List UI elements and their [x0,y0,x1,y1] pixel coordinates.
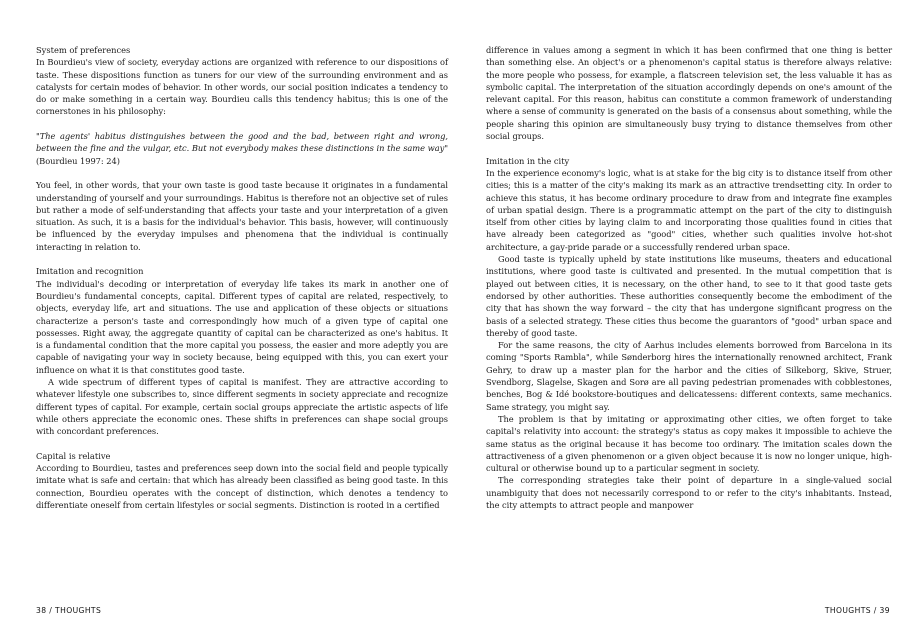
paragraph: In Bourdieu's view of society, everyday actions are organized with reference to our dispositions of taste. These dispositions function as tuners for our view of the surrounding environment and as catalysts for certain modes of behavior. In other words, our social position indicates a tendency to do or make something in a certain way. Bourdieu calls this tendency habitus; this is one of the cornerstones in his philosophy: [36,57,448,117]
paragraph: For the same reasons, the city of Aarhus includes elements borrowed from Barcelona in its coming "Sports Rambla", while Sønderborg hires the internationally renowned architect, Frank Gehry, to draw up a master plan for the harbor and the cities of Silkeborg, Skive, Struer, Svendborg, Slagelse, Skagen and Sorø are all paving pedestrian promenades with cobblestones, benches, Bog & Idé bookstore-boutiques and delicatessens: different contexts, same mechanics. Same strategy, you might say. [486,340,892,412]
paragraph: In the experience economy's logic, what is at stake for the big city is to distance itself from other cities; this is a matter of the city's making its mark as an attractive trendsetting city. In order to achieve this status, it has become ordinary procedure to draw from and integrate fine examples of urban spatial design. There is a programmatic attempt on the part of the city to distinguish itself from other cities by laying claim to and incorporating those qualities found in cities that have already been categorized as "good" cities, whether such qualities involve hot-shot architecture, a gay-pride parade or a successfully rendered urban space. [486,167,892,252]
heading-capital-is-relative: Capital is relative [36,450,111,461]
left-page [36,44,448,511]
quote-citation: (Bourdieu 1997: 24) [36,155,120,166]
block-quote [36,130,448,167]
heading-imitation-in-the-city: Imitation in the city [486,155,570,166]
paragraph: You feel, in other words, that your own taste is good taste because it originates in a fundamental understanding of yourself and your surroundings. Habitus is therefore not an objective set of rules but rather a mode of self-understanding that affects your taste and your interpretation of a given situation. As such, it is a basis for the individual's behavior. This basis, however, will continuously be influenced by the everyday impulses and phenomena that the individual is continually interacting in relation to. [36,180,448,252]
heading-system-of-preferences: System of preferences [36,45,131,55]
page-number-right: THOUGHTS / 39 [824,606,890,615]
paragraph: The corresponding strategies take their point of departure in a single-valued social unambiguity that does not necessarily correspond to or refer to the city's inhabitants. Instead, the city attempts to attract people and manpower [486,475,892,510]
page-number-left: 38 / THOUGHTS [36,606,102,615]
quote-text: "The agents' habitus distinguishes between the good and the bad, between right and wrong, between the fine and the vulgar, etc. But not everybody makes these distinctions in the same way" [36,131,448,154]
paragraph: The individual's decoding or interpretation of everyday life takes its mark in another one of Bourdieu's fundamental concepts, capital. Different types of capital are related, respectively, to objects, everyday life, art and situations. The use and application of these objects or situations characterize a person's taste and correspondingly how much of a given type of capital one possesses. Right away, the aggregate quantity of capital can be characterized as one's habitus. It is a fundamental condition that the more capital you possess, the easier and more adeptly you are capable of navigating your way in society because, being equipped with this, you can exert your influence on what it is that constitutes good taste. [36,278,448,375]
paragraph: According to Bourdieu, tastes and preferences seep down into the social field and people typically imitate what is safe and certain: that which has already been classified as being good taste. In this connection, Bourdieu operates with the concept of distinction, which denotes a tendency to differentiate oneself from certain lifestyles or social segments. Distinction is rooted in a certified [36,463,448,510]
paragraph: A wide spectrum of different types of capital is manifest. They are attractive according to whatever lifestyle one subscribes to, since different segments in society appreciate and recognize different types of capital. For example, certain social groups appreciate the artistic aspects of life while others appreciate the economic ones. These shifts in preferences can shape social groups with concordant preferences. [36,377,448,437]
heading-imitation-and-recognition: Imitation and recognition [36,266,144,277]
right-page [486,44,892,511]
paragraph: Good taste is typically upheld by state institutions like museums, theaters and educational institutions, where good taste is cultivated and presented. In the mutual competition that is played out between cities, it is necessary, on the other hand, to see to it that good taste gets endorsed by other authorities. These authorities consequently become the embodiment of the city that has shown the way forward – the city that has undergone significant progress on the basis of a selected strategy. These cities thus become the guarantors of "good" urban space and thereby of good taste. [486,254,892,338]
paragraph: The problem is that by imitating or approximating other cities, we often forget to take capital's relativity into account: the strategy's status as copy makes it impossible to achieve the same status as the original because it has become too ordinary. The imitation scales down the attractiveness of a given phenomenon or a given object because it is now no longer unique, high-cultural or otherwise bound up to a particular segment in society. [486,413,892,474]
paragraph: difference in values among a segment in which it has been confirmed that one thing is better than something else. An object's or a phenomenon's capital status is therefore always relative: the more people who possess, for example, a flatscreen television set, the less valuable it has as symbolic capital. The interpretation of the situation accordingly depends on one's amount of the relevant capital. For this reason, habitus can constitute a common framework of understanding where a sense of community is generated on the basis of a consensus about something, while the people sharing this opinion are simultaneously busy trying to distance themselves from other social groups. [486,45,892,142]
